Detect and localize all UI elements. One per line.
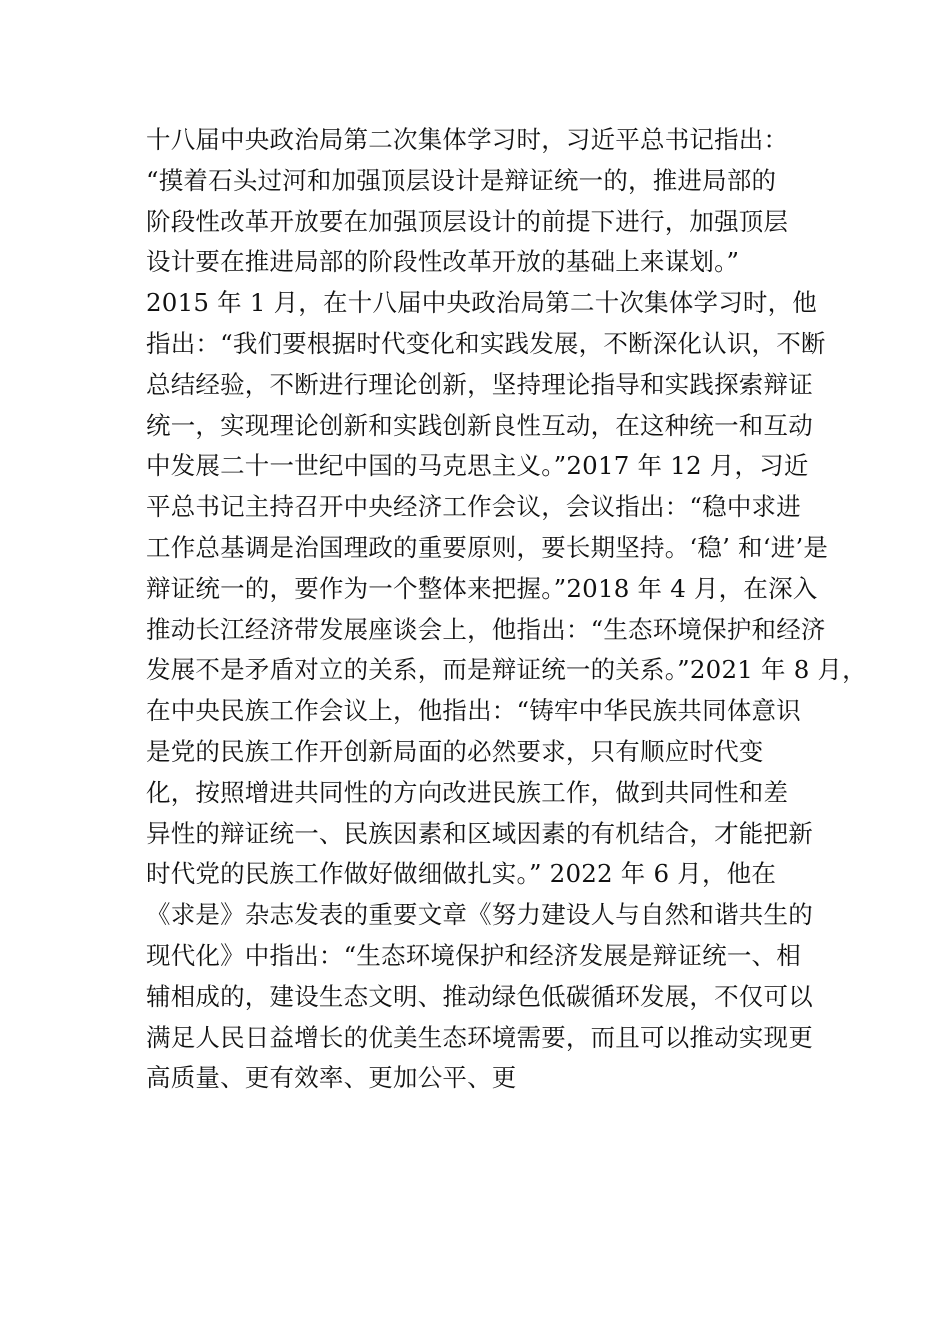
text-line: 现代化》中指出：“生态环境保护和经济发展是辩证统一、相	[146, 940, 801, 970]
text-line: 发展不是矛盾对立的关系，而是辩证统一的关系。”2021 年 8 月，	[146, 655, 867, 685]
text-line: 异性的辩证统一、民族因素和区域因素的有机结合，才能把新	[146, 818, 813, 848]
text-line: 阶段性改革开放要在加强顶层设计的前提下进行，加强顶层	[146, 206, 789, 236]
text-line: 高质量、更有效率、更加公平、更	[146, 1063, 517, 1093]
text-line: 中发展二十一世纪中国的马克思主义。”2017 年 12 月，习近	[146, 451, 809, 481]
text-line: 推动长江经济带发展座谈会上，他指出：“生态环境保护和经济	[146, 614, 826, 644]
text-line: 化，按照增进共同性的方向改进民族工作，做到共同性和差	[146, 777, 789, 807]
text-line: 时代党的民族工作做好做细做扎实。” 2022 年 6 月，他在	[146, 859, 777, 889]
text-line: 辅相成的，建设生态文明、推动绿色低碳循环发展，不仅可以	[146, 981, 813, 1011]
text-line: 指出：“我们要根据时代变化和实践发展，不断深化认识，不断	[146, 328, 826, 358]
text-line: 满足人民日益增长的优美生态环境需要，而且可以推动实现更	[146, 1022, 813, 1052]
text-line: 十八届中央政治局第二次集体学习时，习近平总书记指出：	[146, 125, 789, 154]
body-text	[146, 120, 867, 1099]
text-line: 2015 年 1 月，在十八届中央政治局第二十次集体学习时，他	[146, 288, 817, 318]
text-line: 统一，实现理论创新和实践创新良性互动，在这种统一和互动	[146, 410, 813, 440]
text-line: 辩证统一的，要作为一个整体来把握。”2018 年 4 月，在深入	[146, 573, 818, 603]
text-line: “摸着石头过河和加强顶层设计是辩证统一的，推进局部的	[146, 165, 777, 195]
text-line: 总结经验，不断进行理论创新，坚持理论指导和实践探索辩证	[146, 369, 813, 399]
text-line: 是党的民族工作开创新局面的必然要求，只有顺应时代变	[146, 736, 764, 766]
text-line: 《求是》杂志发表的重要文章《努力建设人与自然和谐共生的	[146, 900, 813, 930]
text-line: 在中央民族工作会议上，他指出：“铸牢中华民族共同体意识	[146, 696, 801, 726]
text-line: 平总书记主持召开中央经济工作会议，会议指出：“稳中求进	[146, 492, 801, 522]
text-line: 设计要在推进局部的阶段性改革开放的基础上来谋划。”	[146, 247, 740, 277]
text-line: 工作总基调是治国理政的重要原则，要长期坚持。‘稳’ 和‘进’是	[146, 532, 829, 562]
